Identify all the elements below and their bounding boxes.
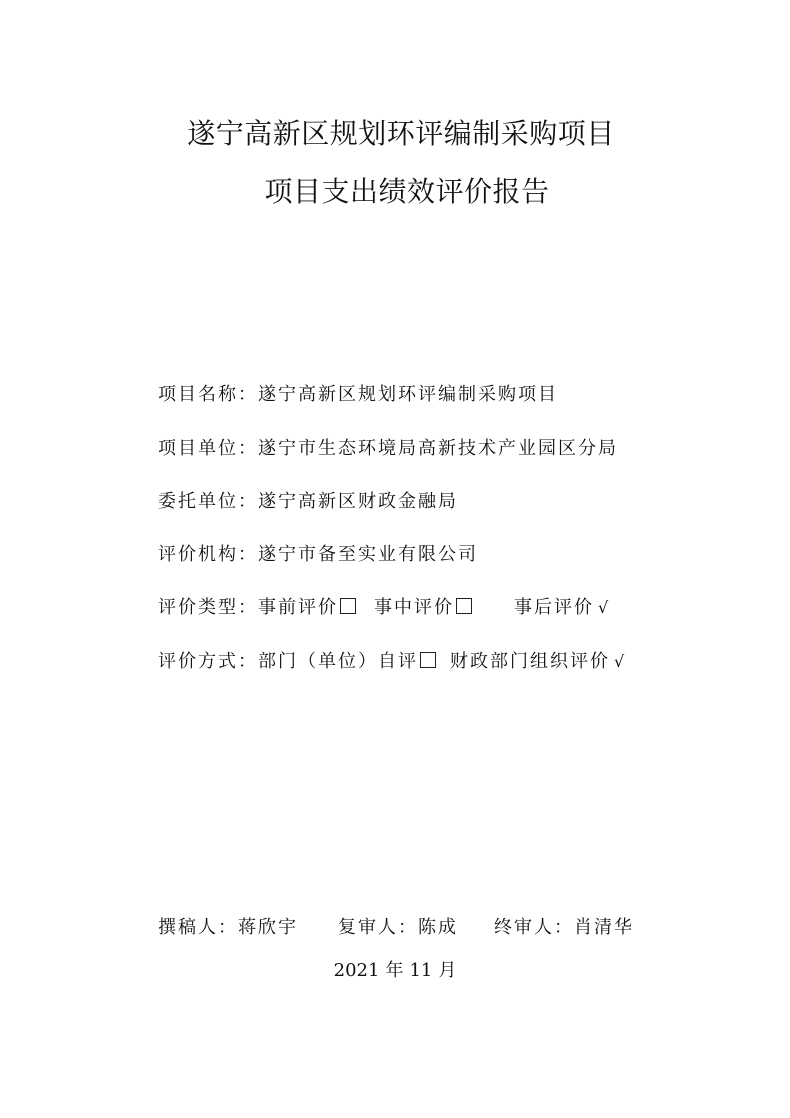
evaluation-method-label: 评价方式： xyxy=(158,651,258,672)
entrusting-unit-label: 委托单位： xyxy=(158,491,258,512)
report-title-line-1: 遂宁高新区规划环评编制采购项目 xyxy=(187,117,615,150)
evaluation-agency-row xyxy=(158,543,478,567)
evaluation-type-option-post xyxy=(514,596,610,620)
evaluation-agency-label: 评价机构： xyxy=(158,544,258,565)
evaluation-type-option-pre xyxy=(258,596,356,620)
date-year: 2021 xyxy=(333,960,380,981)
evaluation-method-option-finance xyxy=(450,650,626,674)
author-label: 撰稿人： xyxy=(158,917,238,938)
reviewer-label: 复审人： xyxy=(338,917,418,938)
check-mark-icon: √ xyxy=(614,652,627,671)
evaluation-method-row xyxy=(158,650,626,674)
final-reviewer-name: 肖清华 xyxy=(574,917,634,938)
unchecked-checkbox xyxy=(420,652,436,668)
reviewer-name: 陈成 xyxy=(418,917,458,938)
project-unit-value: 遂宁市生态环境局高新技术产业园区分局 xyxy=(258,438,618,459)
evaluation-agency-value: 遂宁市备至实业有限公司 xyxy=(258,544,478,565)
option-label: 事前评价 xyxy=(258,597,338,618)
final-reviewer-label: 终审人： xyxy=(494,917,574,938)
evaluation-type-row xyxy=(158,596,610,620)
option-label: 事后评价 xyxy=(514,597,594,618)
project-name-label: 项目名称： xyxy=(158,384,258,405)
unchecked-checkbox xyxy=(456,598,472,614)
report-date xyxy=(0,956,790,982)
project-name-row xyxy=(158,383,558,407)
date-month-unit: 月 xyxy=(438,960,457,981)
check-mark-icon: √ xyxy=(598,598,611,617)
unchecked-checkbox xyxy=(340,598,356,614)
option-label: 财政部门组织评价 xyxy=(450,651,610,672)
project-unit-row xyxy=(158,437,618,461)
report-title-line-2: 项目支出绩效评价报告 xyxy=(264,175,550,208)
project-unit-label: 项目单位： xyxy=(158,438,258,459)
date-year-unit: 年 xyxy=(385,960,404,981)
option-label: 事中评价 xyxy=(374,597,454,618)
option-label: 部门（单位）自评 xyxy=(258,651,418,672)
entrusting-unit-row xyxy=(158,490,458,514)
evaluation-type-label: 评价类型： xyxy=(158,597,258,618)
author-name: 蒋欣宇 xyxy=(238,917,298,938)
evaluation-type-option-mid xyxy=(374,596,472,620)
entrusting-unit-value: 遂宁高新区财政金融局 xyxy=(258,491,458,512)
date-month: 11 xyxy=(409,960,433,981)
project-name-value: 遂宁高新区规划环评编制采购项目 xyxy=(258,384,558,405)
signatures-row xyxy=(158,913,634,939)
evaluation-method-option-self xyxy=(258,650,436,674)
